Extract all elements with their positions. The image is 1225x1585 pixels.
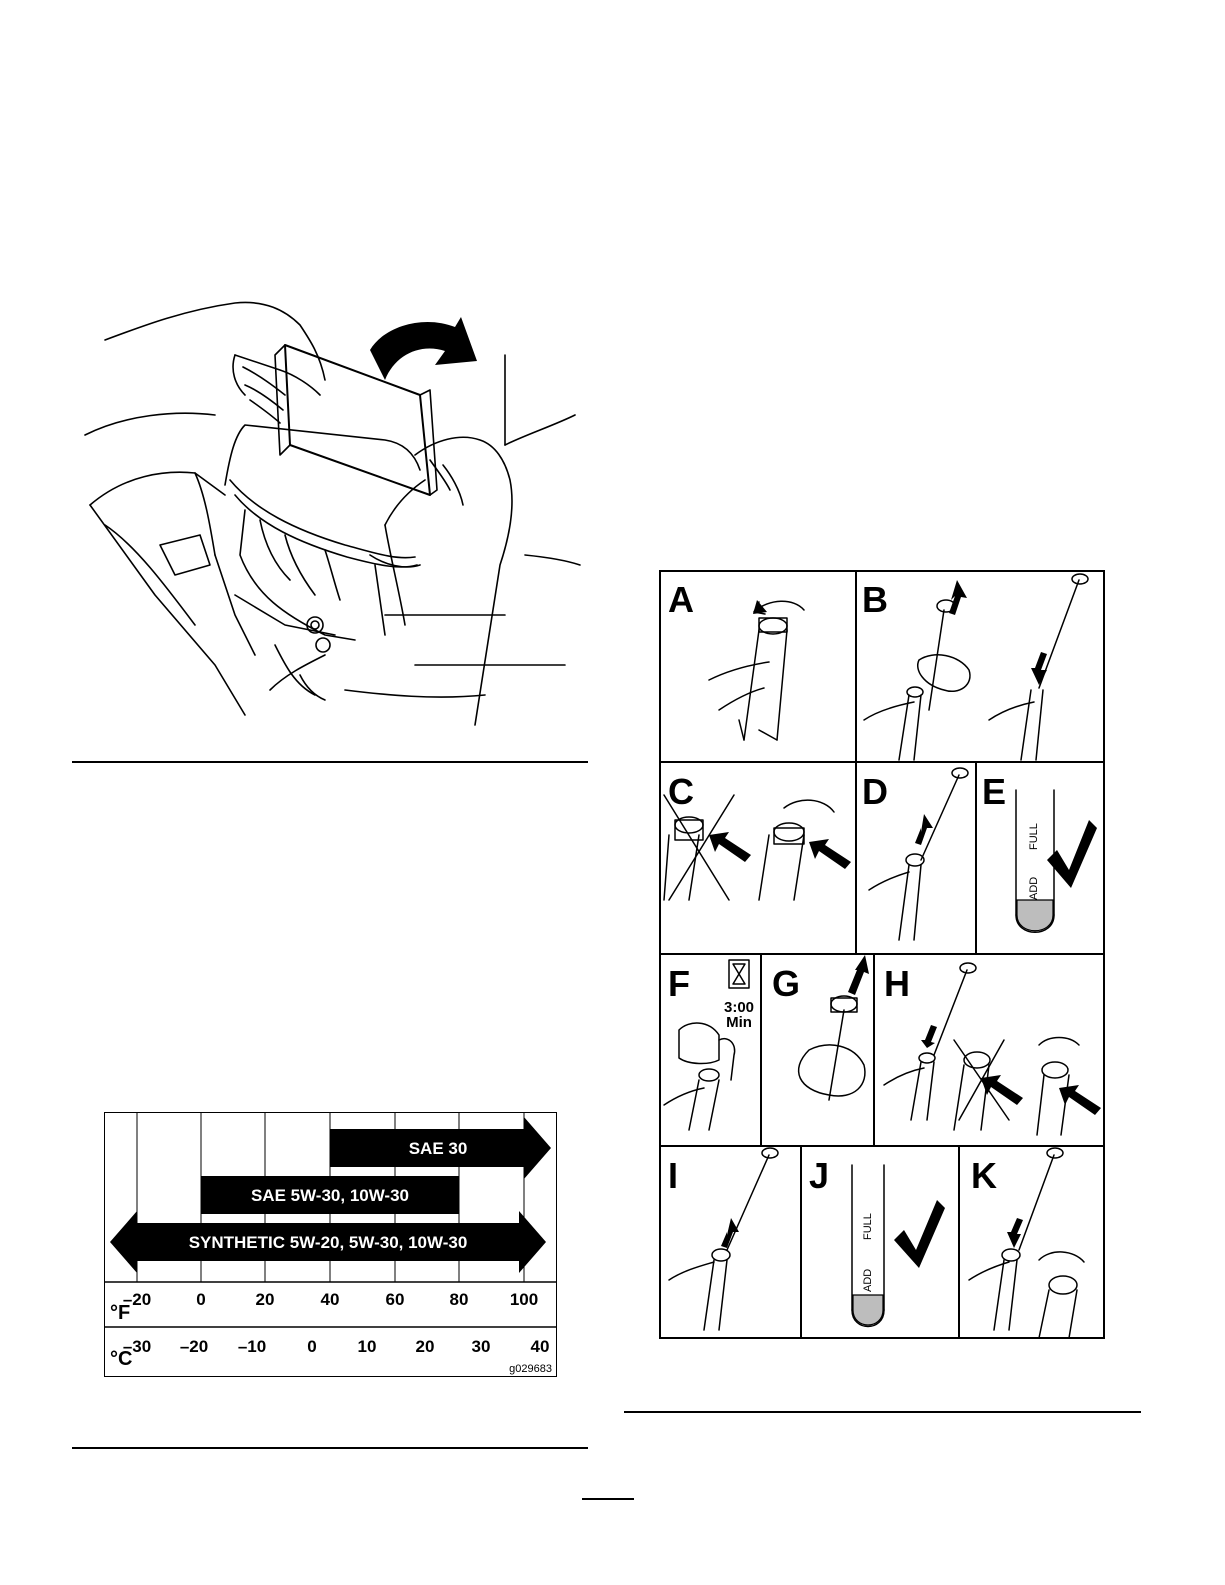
dipstick-add-e: ADD bbox=[1028, 876, 1040, 900]
celsius-unit: °C bbox=[109, 1347, 132, 1370]
c-tick: –10 bbox=[237, 1336, 266, 1356]
fahrenheit-unit: °F bbox=[109, 1301, 130, 1324]
oil-viscosity-chart bbox=[104, 1112, 557, 1377]
c-tick: 40 bbox=[530, 1336, 549, 1356]
dipstick-instruction-grid bbox=[659, 570, 1105, 1339]
fahrenheit-ticks bbox=[122, 1290, 537, 1309]
section-divider-bottom-left bbox=[72, 1447, 588, 1449]
panel-letter-b: B bbox=[862, 579, 888, 620]
panel-letter-k: K bbox=[971, 1155, 997, 1196]
panel-letter-h: H bbox=[884, 963, 910, 1004]
f-tick: 20 bbox=[255, 1289, 274, 1309]
celsius-ticks bbox=[122, 1337, 549, 1356]
f-tick: –20 bbox=[122, 1289, 151, 1309]
c-tick: –20 bbox=[179, 1336, 208, 1356]
air-filter-illustration bbox=[85, 295, 585, 725]
c-tick: 0 bbox=[306, 1336, 317, 1356]
f-tick: 60 bbox=[385, 1289, 404, 1309]
c-tick: 20 bbox=[415, 1336, 434, 1356]
figure-id: g029683 bbox=[508, 1362, 552, 1375]
panel-letter-a: A bbox=[668, 579, 694, 620]
panel-letter-g: G bbox=[772, 963, 801, 1004]
section-divider-right bbox=[624, 1411, 1141, 1413]
dipstick-add-j: ADD bbox=[862, 1268, 874, 1292]
panel-letter-c: C bbox=[668, 771, 694, 812]
timer-text: 3:00 bbox=[723, 999, 755, 1016]
oil-chart-svg bbox=[104, 1112, 557, 1377]
f-tick: 80 bbox=[449, 1289, 468, 1309]
dipstick-full-e: FULL bbox=[1028, 823, 1040, 850]
panel-letter-e: E bbox=[982, 771, 1007, 812]
panel-letter-d: D bbox=[862, 771, 888, 812]
panel-letter-j: J bbox=[809, 1155, 830, 1196]
timer-unit: Min bbox=[726, 1014, 752, 1031]
f-tick: 0 bbox=[195, 1289, 206, 1309]
section-divider bbox=[72, 761, 588, 763]
panel-letter-f: F bbox=[668, 963, 690, 1004]
c-tick: 10 bbox=[357, 1336, 376, 1356]
synthetic-label: SYNTHETIC 5W-20, 5W-30, 10W-30 bbox=[188, 1232, 467, 1252]
dipstick-full-j: FULL bbox=[862, 1213, 874, 1240]
f-tick: 100 bbox=[509, 1289, 538, 1309]
page-bottom-edge bbox=[0, 1562, 1225, 1585]
panel-letter-i: I bbox=[668, 1155, 679, 1196]
page-number-rule bbox=[582, 1498, 634, 1500]
f-tick: 40 bbox=[320, 1289, 339, 1309]
c-tick: 30 bbox=[471, 1336, 490, 1356]
sae5w30-label: SAE 5W-30, 10W-30 bbox=[250, 1185, 409, 1205]
c-tick: –30 bbox=[122, 1336, 151, 1356]
sae30-label: SAE 30 bbox=[408, 1138, 467, 1158]
